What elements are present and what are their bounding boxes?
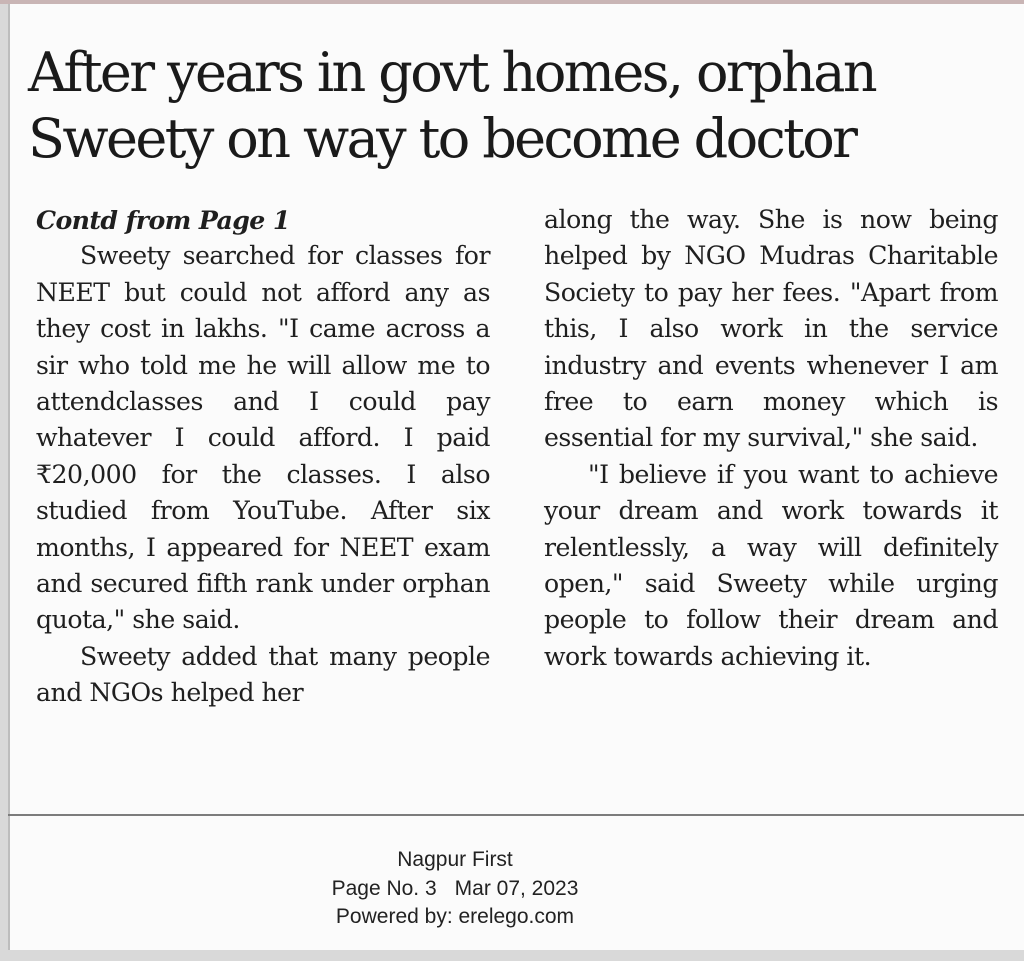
publication-name: Nagpur First xyxy=(397,848,513,871)
footer-divider xyxy=(8,814,1024,816)
page-number: Page No. 3 xyxy=(331,876,437,900)
publish-date: Mar 07, 2023 xyxy=(454,876,579,900)
article-column-right xyxy=(544,202,998,675)
article-column-left xyxy=(36,202,490,712)
powered-by: Powered by: erelego.com xyxy=(335,905,575,928)
paragraph-2: Sweety added that many people and NGOs helped her xyxy=(36,641,490,708)
footer xyxy=(300,846,610,932)
paragraph-3: along the way. She is now being helped by NGO Mudras Charitable Society to pay her fees. "Apart from this, I also work in the service industry and events whenever I am free to earn money which is essential for my survival," she said. xyxy=(544,205,998,453)
paragraph-4: "I believe if you want to achieve your dream and work towards it relentlessly, a way will definitely open," said Sweety while urging people to follow their dream and work towards achieving it. xyxy=(544,459,998,671)
article-headline: After years in govt homes, orphan Sweety on way to become doctor xyxy=(28,41,876,170)
paragraph-1: Sweety searched for classes for NEET but could not afford any as they cost in lakhs. "I came across a sir who told me he will allow me to attendclasses and I could pay whatever I could afford. I paid ₹20,000 for the classes. I also studied from YouTube. After six months, I appeared for NEET exam and secured fifth rank under orphan quota," she said. xyxy=(36,241,490,635)
page-date-line xyxy=(300,875,610,904)
continuation-label: Contd from Page 1 xyxy=(36,205,290,235)
